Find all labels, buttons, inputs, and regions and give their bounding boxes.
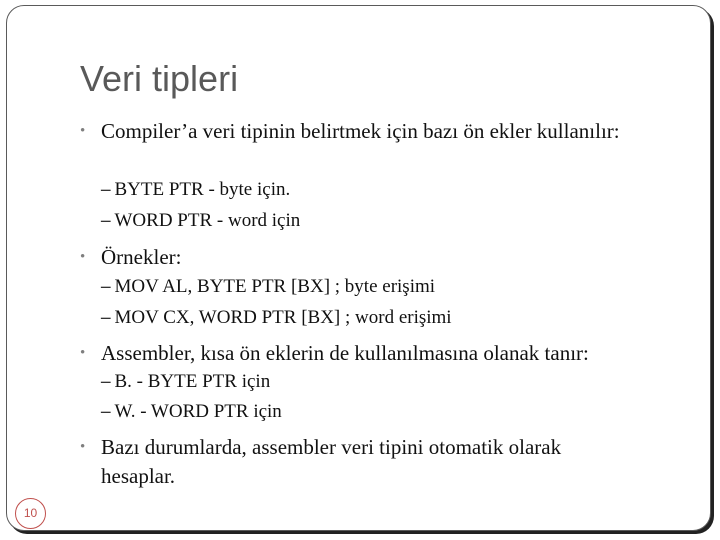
dash-icon: – [101,276,111,297]
bullet-text: Örnekler: [101,245,182,269]
sub-bullet-text: WORD PTR - word için [114,210,301,231]
bullet-text: Compiler’a veri tipinin belirtmek için bazı ön ekler kullanılır: [101,119,620,143]
bullet-icon: • [80,123,86,139]
dash-icon: – [101,179,111,200]
sub-bullet-item [101,400,282,424]
sub-bullet-item [101,306,452,330]
bullet-icon: • [80,345,86,361]
sub-bullet-item [101,370,270,394]
bullet-item [80,433,640,491]
slide-title: Veri tipleri [80,58,239,99]
slide-number-badge: 10 [15,498,46,529]
sub-bullet-item [101,178,290,202]
dash-icon: – [101,401,111,422]
bullet-text: Bazı durumlarda, assembler veri tipini otomatik olarak hesaplar. [101,435,562,488]
dash-icon: – [101,371,111,392]
sub-bullet-text: B. - BYTE PTR için [114,371,271,392]
sub-bullet-text: BYTE PTR - byte için. [114,179,291,200]
bullet-icon: • [80,249,86,265]
bullet-item [80,243,640,272]
sub-bullet-text: MOV CX, WORD PTR [BX] ; word erişimi [114,307,452,328]
bullet-item [80,117,640,146]
bullet-item [80,339,700,368]
dash-icon: – [101,307,111,328]
dash-icon: – [101,210,111,231]
bullet-text: Assembler, kısa ön eklerin de kullanılmasına olanak tanır: [101,341,589,365]
sub-bullet-text: W. - WORD PTR için [114,401,282,422]
sub-bullet-text: MOV AL, BYTE PTR [BX] ; byte erişimi [114,276,436,297]
bullet-icon: • [80,439,86,455]
sub-bullet-item [101,275,435,299]
sub-bullet-item [101,209,300,233]
